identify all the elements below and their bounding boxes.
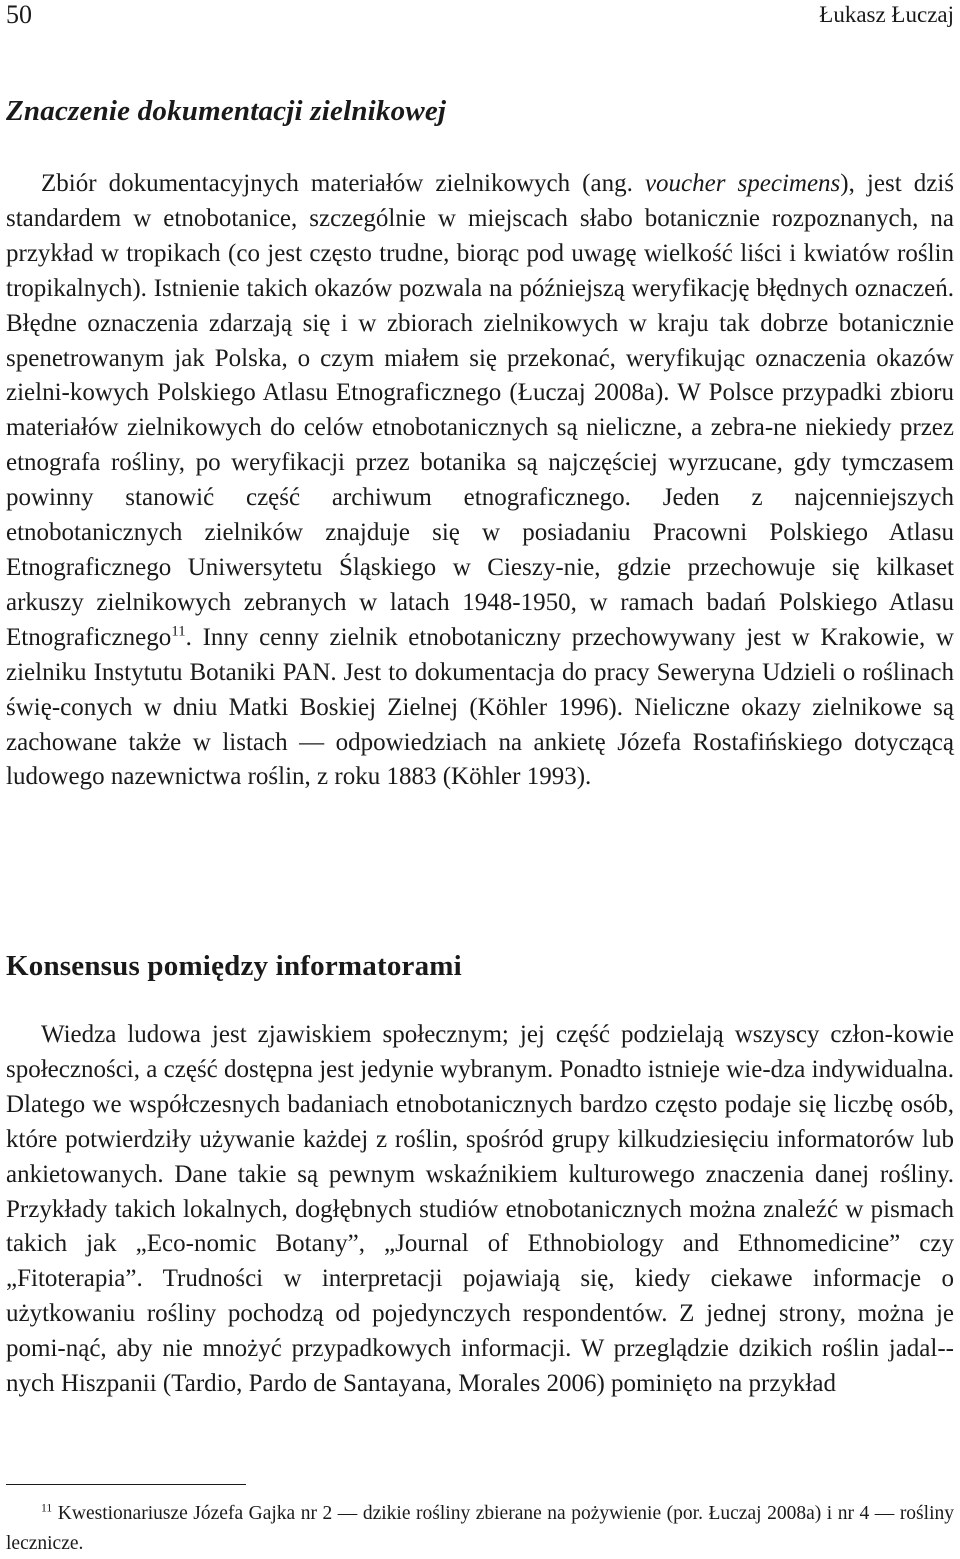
section-heading-consensus: Konsensus pomiędzy informatorami [6,950,462,982]
paragraph-text: . Inny cenny zielnik etnobotaniczny przechowywany jest w Krakowie, w zielniku Instytutu Botaniki PAN. Jest to dokumentacja do pracy Seweryna Udzieli o roślinach świę-conych w dniu Matki Boskiej Zielnej (Köhler 1996). Nieliczne okazy zielnikowe są zachowane także w listach — odpowiedziach na ankietę Józefa Rostafińskiego dotyczącą ludowego nazewnictwa roślin, z roku 1883 (Köhler 1993). [6,623,954,791]
footnote-marker: 11 [41,1501,53,1515]
paragraph-text: Zbiór dokumentacyjnych materiałów zielnikowych (ang. [41,170,645,197]
paragraph-consensus: Wiedza ludowa jest zjawiskiem społecznym; jej część podzielają wszyscy człon-kowie społeczności, a część dostępna jest jedynie wybranym. Ponadto istnieje wie-dza indywidualna. Dlatego we współczesnych badaniach etnobotanicznych bardzo często podaje się liczbę osób, które potwierdziły używanie każdej z roślin, spośród grupy kilkudziesięciu informatorów lub ankietowanych. Dane takie są pewnym wskaźnikiem kulturowego znaczenia danej rośliny. Przykłady takich lokalnych, dogłębnych studiów etnobotanicznych można znaleźć w pismach takich jak „Eco-nomic Botany”, „Journal of Ethnobiology and Ethnomedicine” czy „Fitoterapia”. Trudności w interpretacji pojawiają się, kiedy ciekawe informacje o użytkowaniu rośliny pochodzą od pojedynczych respondentów. Z jednej strony, można je pomi-nąć, aby nie mnożyć przypadkowych informacji. W przeglądzie dzikich roślin jadal-nych Hiszpanii (Tardio, Pardo de Santayana, Morales 2006) pominięto na przykład [6,1021,954,1398]
footnote-divider [6,1484,246,1485]
footnote [6,1499,954,1559]
section-heading-herbarium: Znaczenie dokumentacji zielnikowej [6,95,447,127]
page-number: 50 [6,0,32,29]
paragraph-text: ), jest dziś standardem w etnobotanice, szczególnie w miejscach słabo botanicznie rozpoznanych, na przykład w tropikach (co jest często trudne, biorąc pod uwagę wielkość liści i kwiatów roślin tropikalnych). Istnienie takich okazów pozwala na późniejszą weryfikację błędnych oznaczeń. Błędne oznaczenia zdarzają się i w zbiorach zielnikowych w kraju tak dobrze botanicznie spenetrowanym jak Polska, o czym miałem się przekonać, weryfikując oznaczenia okazów zielni-kowych Polskiego Atlasu Etnograficznego (Łuczaj 2008a). W Polsce przypadki zbioru materiałów zielnikowych do celów etnobotanicznych są nieliczne, a zebra-ne niekiedy przez etnografa rośliny, po weryfikacji przez botanika są najczęściej wyrzucane, gdy tymczasem powinny stanowić część archiwum etnograficznego. Jeden z najcenniejszych etnobotanicznych zielników znajduje się w posiadaniu Pracowni Polskiego Atlasu Etnograficznego Uniwersytetu Śląskiego w Cieszy-nie, gdzie przechowuje się kilkaset arkuszy zielnikowych zebranych w latach 1948-1950, w ramach badań Polskiego Atlasu Etnograficznego [6,170,954,651]
running-head [6,0,954,30]
footnote-reference: 11 [171,623,186,640]
emphasis-term: voucher specimens [644,170,841,197]
footnote-text: Kwestionariusze Józefa Gajka nr 2 — dzikie rośliny zbierane na pożywienie (por. Łuczaj 2008a) i nr 4 — rośliny lecznicze. [6,1503,954,1554]
running-author: Łukasz Łuczaj [819,2,954,27]
paragraph-herbarium [6,167,954,795]
